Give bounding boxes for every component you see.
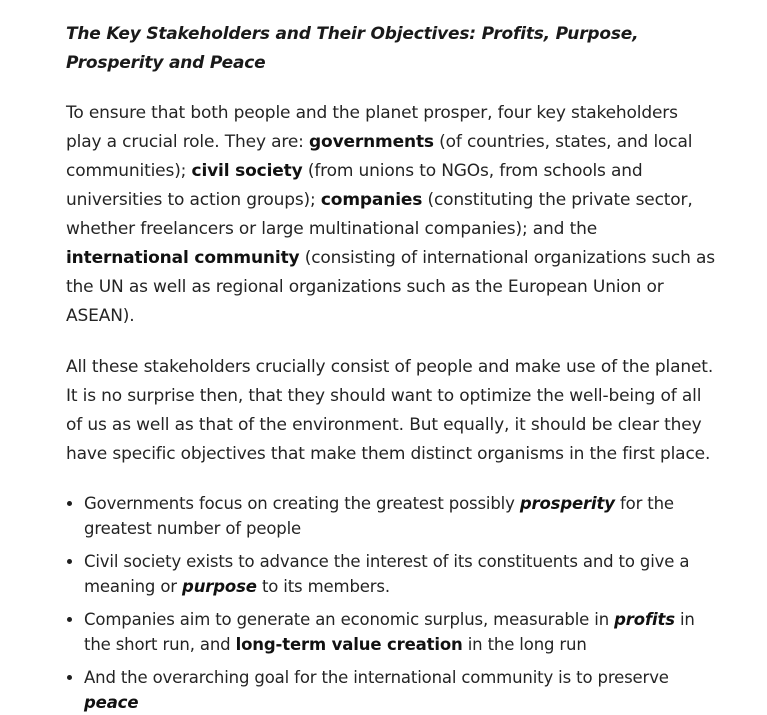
list-item-text: to its members.	[256, 577, 390, 596]
stakeholders-paragraph	[66, 99, 716, 331]
term-international-community: international community	[66, 248, 300, 268]
list-item-text: Governments focus on creating the greatest possibly	[84, 494, 520, 513]
term-prosperity: prosperity	[519, 494, 615, 513]
bullet-icon	[67, 559, 72, 564]
list-item	[84, 549, 716, 599]
term-companies: companies	[320, 190, 423, 210]
term-governments: governments	[309, 132, 434, 152]
paragraph-text: (constituting the private sector, whether freelancers or large multinational companies); and the	[66, 190, 693, 239]
bullet-icon	[67, 617, 72, 622]
term-civil-society: civil society	[191, 161, 303, 181]
list-item-text: for the greatest number of people	[84, 494, 674, 538]
list-item	[84, 607, 716, 657]
bullet-icon	[67, 675, 72, 680]
list-item	[84, 491, 716, 541]
list-item-text: And the overarching goal for the international community is to preserve	[84, 668, 669, 687]
paragraph-text: (from unions to NGOs, from schools and universities to action groups);	[66, 161, 643, 210]
term-long-term-value-creation: long-term value creation	[235, 635, 463, 654]
bullet-icon	[67, 501, 72, 506]
list-item	[84, 665, 716, 715]
list-item-text: Civil society exists to advance the interest of its constituents and to give a meaning or	[84, 552, 690, 596]
list-item-text: Companies aim to generate an economic surplus, measurable in	[84, 610, 615, 629]
objectives-list	[66, 491, 716, 715]
objectives-paragraph: All these stakeholders crucially consist of people and make use of the planet. It is no surprise then, that they should want to optimize the well-being of all of us as well as that of the environment. But equally, it should be clear they have specific objectives that make them distinct organisms in the first place.	[66, 357, 714, 464]
list-item-text: in the long run	[462, 635, 587, 654]
section-heading: The Key Stakeholders and Their Objectives: Profits, Purpose, Prosperity and Peace	[66, 24, 639, 73]
term-profits: profits	[614, 610, 675, 629]
paragraph-text: (consisting of international organizations such as the UN as well as regional organizations such as the European Union or ASEAN).	[66, 248, 715, 326]
list-item-text: in the short run, and	[84, 610, 695, 654]
term-peace: peace	[84, 693, 139, 712]
paragraph-text: To ensure that both people and the planet prosper, four key stakeholders play a crucial role. They are:	[66, 103, 678, 152]
term-purpose: purpose	[182, 577, 257, 596]
paragraph-text: (of countries, states, and local communities);	[66, 132, 693, 181]
